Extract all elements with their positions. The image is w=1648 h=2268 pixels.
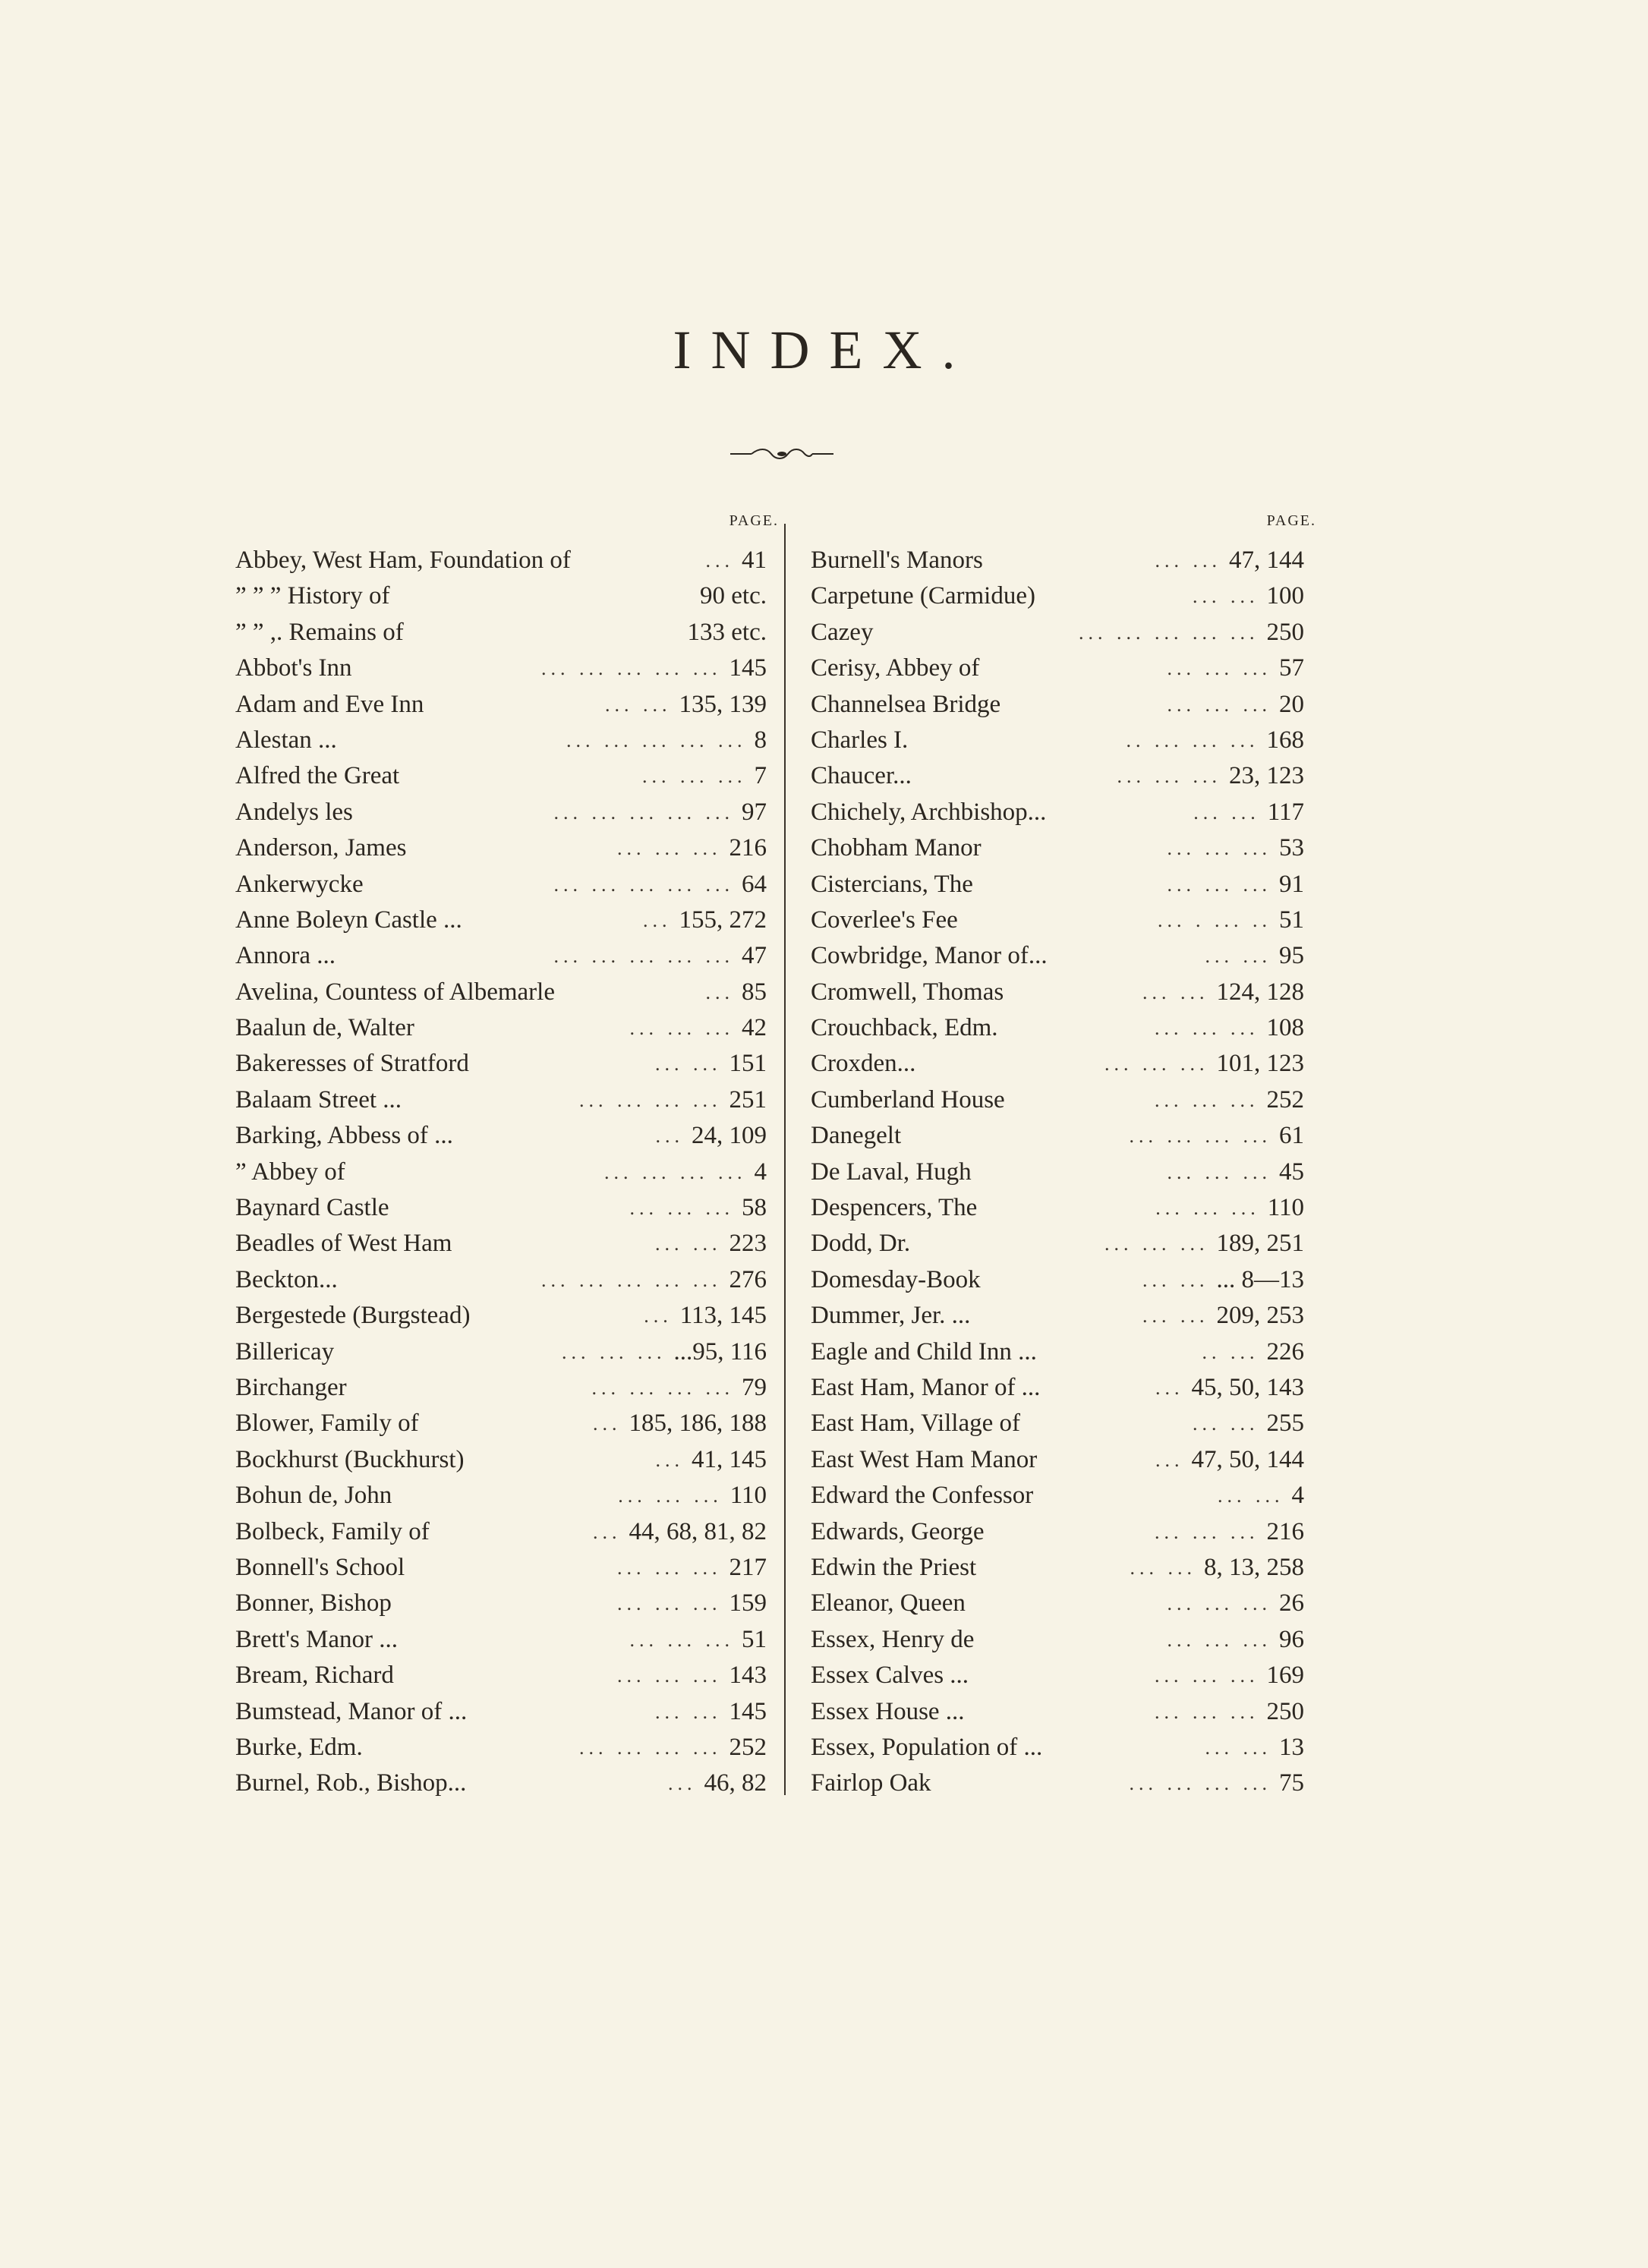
entry-term: Cromwell, Thomas	[811, 975, 1008, 1010]
entry-leader-dots: ... ...	[1193, 801, 1260, 824]
entry-term: Cerisy, Abbey of	[811, 650, 984, 686]
index-entry	[811, 1622, 1319, 1658]
entry-term: Cazey	[811, 615, 878, 650]
entry-leader-dots: ... ... ...	[617, 1556, 722, 1579]
entry-pages: 168	[1267, 723, 1320, 758]
entry-pages: 155, 272	[679, 902, 783, 938]
entry-pages: 169	[1267, 1658, 1320, 1693]
entry-term: Bockhurst (Buckhurst)	[235, 1442, 469, 1478]
entry-leader-dots: ... ...	[1205, 945, 1271, 968]
entry-pages: 53	[1279, 830, 1319, 866]
page-title: INDEX.	[673, 320, 975, 380]
entry-term: East West Ham Manor	[811, 1442, 1041, 1478]
entry-leader-dots: ... ... ...	[561, 1340, 666, 1363]
entry-pages: 13	[1279, 1730, 1319, 1766]
index-entry	[235, 1766, 782, 1801]
entry-pages: 61	[1279, 1118, 1319, 1154]
entry-term: Essex Calves ...	[811, 1658, 973, 1693]
entry-pages: 217	[729, 1550, 783, 1586]
index-entry	[811, 1154, 1319, 1190]
entry-term: Billericay	[235, 1334, 339, 1370]
entry-leader-dots: ... ... ... ...	[1129, 1772, 1271, 1795]
entry-pages: 250	[1267, 1694, 1320, 1730]
entry-term: Cumberland House	[811, 1082, 1010, 1118]
entry-term: Coverlee's Fee	[811, 902, 963, 938]
index-entry	[235, 830, 782, 866]
entry-pages: 47, 144	[1229, 543, 1319, 578]
entry-leader-dots: ... ...	[655, 1700, 722, 1723]
entry-term: Channelsea Bridge	[811, 687, 1005, 723]
index-entry	[235, 1730, 782, 1766]
entry-term: Bonner, Bishop	[235, 1586, 396, 1621]
entry-term: Bream, Richard	[235, 1658, 399, 1693]
entry-term: Despencers, The	[811, 1190, 982, 1226]
entry-pages: 143	[729, 1658, 783, 1693]
index-entry	[811, 830, 1319, 866]
ornament-flourish	[729, 445, 835, 463]
entry-leader-dots: ... ... ... ...	[579, 1088, 722, 1111]
entry-leader-dots: ... ... ...	[1167, 1592, 1271, 1615]
entry-pages: 85	[742, 975, 782, 1010]
index-entry	[235, 1082, 782, 1118]
index-entry	[235, 1046, 782, 1082]
index-entry	[235, 795, 782, 830]
entry-term: Bakeresses of Stratford	[235, 1046, 474, 1082]
entry-leader-dots: ... ... ... ...	[1129, 1125, 1271, 1148]
entry-leader-dots: ... ... ... ... ...	[541, 1268, 722, 1291]
index-entry	[235, 687, 782, 723]
index-entry	[811, 867, 1319, 902]
entry-term: Edwin the Priest	[811, 1550, 981, 1586]
index-entry	[811, 723, 1319, 758]
entry-term: Croxden...	[811, 1046, 920, 1082]
entry-leader-dots: ... ... ...	[629, 1628, 734, 1651]
index-entry	[235, 1514, 782, 1550]
entry-leader-dots: ... ... ...	[1104, 1233, 1209, 1255]
entry-pages: 216	[729, 830, 783, 866]
entry-leader-dots: ...	[655, 1125, 684, 1148]
entry-term: Baalun de, Walter	[235, 1010, 419, 1046]
index-entry	[811, 687, 1319, 723]
entry-leader-dots: ... ... ... ...	[604, 1161, 747, 1183]
entry-pages: 100	[1267, 578, 1320, 614]
page-column-header: PAGE.	[729, 512, 779, 529]
entry-pages: 250	[1267, 615, 1320, 650]
entry-pages: 44, 68, 81, 82	[629, 1514, 783, 1550]
entry-term: Ankerwycke	[235, 867, 368, 902]
entry-leader-dots: ... ... ... ... ...	[553, 873, 734, 896]
index-entry	[235, 578, 782, 614]
entry-leader-dots: ... ... ...	[617, 837, 722, 860]
index-entry	[811, 1478, 1319, 1514]
index-entry	[811, 615, 1319, 650]
entry-pages: 135, 139	[679, 687, 783, 723]
entry-term: Alfred the Great	[235, 758, 404, 794]
index-entry	[811, 902, 1319, 938]
entry-leader-dots: ... ...	[1142, 1268, 1209, 1291]
entry-term: East Ham, Village of	[811, 1406, 1025, 1441]
entry-term: East Ham, Manor of ...	[811, 1370, 1045, 1406]
entry-term: Fairlop Oak	[811, 1766, 936, 1801]
entry-pages: 95	[1279, 938, 1319, 974]
index-entry	[811, 543, 1319, 578]
entry-term: Eagle and Child Inn ...	[811, 1334, 1041, 1370]
entry-term: Abbey, West Ham, Foundation of	[235, 543, 575, 578]
entry-term: Beckton...	[235, 1262, 342, 1298]
entry-leader-dots: ... ... ...	[1155, 1700, 1259, 1723]
index-entry	[235, 938, 782, 974]
entry-pages: 252	[729, 1730, 783, 1766]
entry-pages: 47, 50, 144	[1192, 1442, 1320, 1478]
entry-pages: 145	[729, 1694, 783, 1730]
entry-pages: 75	[1279, 1766, 1319, 1801]
entry-leader-dots: .. ...	[1202, 1340, 1259, 1363]
entry-term: Bohun de, John	[235, 1478, 396, 1514]
index-entry	[235, 1298, 782, 1334]
entry-pages: 8, 13, 258	[1204, 1550, 1319, 1586]
entry-pages: 57	[1279, 650, 1319, 686]
entry-leader-dots: ... ... ... ...	[579, 1736, 722, 1759]
entry-pages: 209, 253	[1217, 1298, 1320, 1334]
entry-term: Cistercians, The	[811, 867, 978, 902]
index-entry	[811, 1514, 1319, 1550]
index-entry	[235, 1622, 782, 1658]
index-entry	[235, 1262, 782, 1298]
entry-pages: 252	[1267, 1082, 1320, 1118]
entry-term: Abbot's Inn	[235, 650, 357, 686]
entry-leader-dots: ... ...	[655, 1233, 722, 1255]
index-entry	[811, 1082, 1319, 1118]
entry-leader-dots: ... ... ...	[1155, 1520, 1259, 1543]
entry-leader-dots: ... ... ...	[1167, 873, 1271, 896]
entry-leader-dots: ... ... ...	[629, 1197, 734, 1220]
index-entry	[235, 1334, 782, 1370]
entry-pages: 45	[1279, 1154, 1319, 1190]
entry-leader-dots: ...	[1155, 1376, 1184, 1399]
entry-pages: 110	[730, 1478, 782, 1514]
entry-pages: 47	[742, 938, 782, 974]
entry-pages: 108	[1267, 1010, 1320, 1046]
entry-term: Chaucer...	[811, 758, 916, 794]
entry-term: ” ” ,. Remains of	[235, 615, 408, 650]
index-entry	[811, 1442, 1319, 1478]
entry-pages: 151	[729, 1046, 783, 1082]
entry-term: Chobham Manor	[811, 830, 986, 866]
entry-leader-dots: ... ... ... ...	[591, 1376, 734, 1399]
entry-pages: 251	[729, 1082, 783, 1118]
entry-leader-dots: ...	[1155, 1448, 1184, 1471]
entry-term: ” ” ” History of	[235, 578, 394, 614]
index-entry	[235, 1478, 782, 1514]
entry-term: Burnell's Manors	[811, 543, 988, 578]
entry-pages: 124, 128	[1217, 975, 1320, 1010]
index-entry	[811, 1298, 1319, 1334]
index-entry	[235, 867, 782, 902]
entry-term: Beadles of West Ham	[235, 1226, 456, 1262]
index-column-left	[235, 512, 782, 1802]
index-entry	[235, 723, 782, 758]
index-entry	[235, 1658, 782, 1693]
index-entry	[235, 543, 782, 578]
index-entry	[235, 1694, 782, 1730]
index-entry	[235, 650, 782, 686]
entry-pages: ...95, 116	[673, 1334, 782, 1370]
entry-term: Avelina, Countess of Albemarle	[235, 975, 559, 1010]
entry-leader-dots: ... ... ...	[1167, 693, 1271, 716]
entry-term: Bonnell's School	[235, 1550, 409, 1586]
entry-term: Crouchback, Edm.	[811, 1010, 1003, 1046]
index-entry	[811, 975, 1319, 1010]
entry-term: Charles I.	[811, 723, 912, 758]
entry-leader-dots: ... ... ...	[1155, 1017, 1259, 1040]
index-entry	[811, 758, 1319, 794]
entry-leader-dots: ... ...	[1130, 1556, 1196, 1579]
entry-term: Essex, Population of ...	[811, 1730, 1047, 1766]
entry-leader-dots: ...	[643, 909, 672, 931]
entry-pages: 276	[729, 1262, 783, 1298]
entry-pages: 226	[1267, 1334, 1320, 1370]
entry-leader-dots: ... ... ...	[1167, 1628, 1271, 1651]
index-entry	[811, 1190, 1319, 1226]
entry-leader-dots: ...	[655, 1448, 684, 1471]
entry-leader-dots: ... ...	[605, 693, 672, 716]
entry-leader-dots: ... ... ...	[1167, 837, 1271, 860]
entry-leader-dots: ... ...	[1205, 1736, 1271, 1759]
entry-term: Burke, Edm.	[235, 1730, 367, 1766]
entry-term: Dodd, Dr.	[811, 1226, 915, 1262]
entry-leader-dots: ...	[668, 1772, 697, 1795]
entry-term: Anne Boleyn Castle ...	[235, 902, 467, 938]
column-divider	[784, 524, 786, 1795]
index-entry	[811, 1694, 1319, 1730]
index-entry	[811, 1406, 1319, 1441]
entry-term: Annora ...	[235, 938, 340, 974]
entry-pages: 41, 145	[692, 1442, 782, 1478]
entry-pages: 4	[1292, 1478, 1320, 1514]
entry-leader-dots: ... ...	[1142, 981, 1209, 1003]
entry-pages: 7	[755, 758, 783, 794]
entry-pages: 64	[742, 867, 782, 902]
index-entry	[235, 1118, 782, 1154]
index-entry	[235, 1406, 782, 1441]
entry-term: Carpetune (Carmidue)	[811, 578, 1040, 614]
entry-term: Edwards, George	[811, 1514, 989, 1550]
entry-leader-dots: ... ...	[1193, 1413, 1259, 1435]
index-entry	[235, 615, 782, 650]
entry-leader-dots: ... ...	[1155, 550, 1221, 572]
entry-term: Chichely, Archbishop...	[811, 795, 1051, 830]
entry-pages: 20	[1279, 687, 1319, 723]
index-entry	[811, 1262, 1319, 1298]
entry-pages: 96	[1279, 1622, 1319, 1658]
entry-term: Birchanger	[235, 1370, 351, 1406]
entry-pages: 145	[729, 650, 783, 686]
entry-term: Bolbeck, Family of	[235, 1514, 434, 1550]
index-entry	[811, 1586, 1319, 1621]
entry-leader-dots: ... ... ... ... ...	[1079, 621, 1259, 644]
entry-pages: 79	[742, 1370, 782, 1406]
index-entry	[811, 795, 1319, 830]
index-entry	[811, 650, 1319, 686]
entry-pages: 133 etc.	[688, 615, 782, 650]
entry-pages: 23, 123	[1229, 758, 1319, 794]
index-entry	[811, 1370, 1319, 1406]
entry-term: Barking, Abbess of ...	[235, 1118, 458, 1154]
entry-pages: 42	[742, 1010, 782, 1046]
index-entry	[235, 1550, 782, 1586]
entry-pages: 51	[1279, 902, 1319, 938]
entry-pages: 26	[1279, 1586, 1319, 1621]
entry-pages: 117	[1268, 795, 1319, 830]
entry-pages: 46, 82	[704, 1766, 783, 1801]
index-entry	[811, 1118, 1319, 1154]
index-entry	[811, 1766, 1319, 1801]
entry-leader-dots: ... ... ... ... ...	[566, 729, 747, 751]
entry-term: De Laval, Hugh	[811, 1154, 976, 1190]
index-entry	[811, 1658, 1319, 1693]
index-entry	[235, 1010, 782, 1046]
entry-leader-dots: ... ... ...	[1167, 657, 1271, 680]
entry-leader-dots: ...	[593, 1520, 622, 1543]
entry-pages: 223	[729, 1226, 783, 1262]
entry-pages: 255	[1267, 1406, 1320, 1441]
entry-pages: 8	[755, 723, 783, 758]
entry-leader-dots: ...	[644, 1305, 673, 1328]
entry-term: Andelys les	[235, 795, 358, 830]
entry-term: Dummer, Jer. ...	[811, 1298, 975, 1334]
entry-pages: 90 etc.	[700, 578, 782, 614]
entry-term: Danegelt	[811, 1118, 906, 1154]
entry-pages: 159	[729, 1586, 783, 1621]
entry-leader-dots: ... ... ... ... ...	[553, 801, 734, 824]
entry-term: Balaam Street ...	[235, 1082, 406, 1118]
entry-term: Alestan ...	[235, 723, 342, 758]
entry-pages: 45, 50, 143	[1192, 1370, 1320, 1406]
entry-leader-dots: ... ...	[1218, 1485, 1284, 1507]
entry-leader-dots: .. ... ... ...	[1126, 729, 1259, 751]
entry-term: Essex, Henry de	[811, 1622, 978, 1658]
index-entry	[811, 1550, 1319, 1586]
entry-pages: 41	[742, 543, 782, 578]
index-entry	[235, 975, 782, 1010]
entry-pages: 113, 145	[680, 1298, 782, 1334]
entry-pages: 185, 186, 188	[629, 1406, 783, 1441]
entry-term: Bumstead, Manor of ...	[235, 1694, 471, 1730]
index-column-right	[811, 512, 1319, 1802]
entry-pages: 216	[1267, 1514, 1320, 1550]
entry-pages: 51	[742, 1622, 782, 1658]
index-entry	[811, 1046, 1319, 1082]
entry-leader-dots: ... ...	[655, 1053, 722, 1076]
index-entry	[235, 1442, 782, 1478]
entry-term: Domesday-Book	[811, 1262, 985, 1298]
index-entry	[235, 758, 782, 794]
entry-term: Anderson, James	[235, 830, 411, 866]
entry-pages: 24, 109	[692, 1118, 782, 1154]
entry-term: Blower, Family of	[235, 1406, 424, 1441]
index-entry	[811, 1010, 1319, 1046]
index-entry	[235, 1586, 782, 1621]
entry-term: Baynard Castle	[235, 1190, 394, 1226]
entry-term: Cowbridge, Manor of...	[811, 938, 1052, 974]
entry-leader-dots: ...	[705, 981, 734, 1003]
entry-pages: 58	[742, 1190, 782, 1226]
entry-leader-dots: ... ...	[1193, 585, 1259, 608]
entry-leader-dots: ... ... ... ... ...	[553, 945, 734, 968]
index-entry	[811, 938, 1319, 974]
entry-leader-dots: ... ... ...	[1117, 765, 1221, 788]
index-entry	[811, 1730, 1319, 1766]
entry-pages: 189, 251	[1217, 1226, 1320, 1262]
index-entry	[811, 1226, 1319, 1262]
entry-term: ” Abbey of	[235, 1154, 350, 1190]
index-entry	[811, 1334, 1319, 1370]
entry-pages: 91	[1279, 867, 1319, 902]
entry-leader-dots: ... ... ...	[617, 1592, 722, 1615]
index-entry	[235, 1154, 782, 1190]
entry-leader-dots: ... . ... ..	[1158, 909, 1271, 931]
index-entry	[811, 578, 1319, 614]
index-entry	[235, 1226, 782, 1262]
entry-leader-dots: ... ... ...	[617, 1665, 722, 1687]
entry-leader-dots: ... ... ...	[1155, 1197, 1260, 1220]
entry-leader-dots: ... ... ...	[642, 765, 747, 788]
entry-term: Brett's Manor ...	[235, 1622, 402, 1658]
entry-leader-dots: ...	[705, 550, 734, 572]
entry-term: Adam and Eve Inn	[235, 687, 428, 723]
entry-term: Edward the Confessor	[811, 1478, 1038, 1514]
entry-leader-dots: ... ... ...	[1104, 1053, 1209, 1076]
entry-leader-dots: ... ... ...	[1167, 1161, 1271, 1183]
entry-pages: 97	[742, 795, 782, 830]
entry-leader-dots: ... ... ...	[1155, 1665, 1259, 1687]
entry-term: Burnel, Rob., Bishop...	[235, 1766, 471, 1801]
entry-leader-dots: ... ...	[1142, 1305, 1209, 1328]
index-entry	[235, 902, 782, 938]
entry-term: Bergestede (Burgstead)	[235, 1298, 474, 1334]
entry-leader-dots: ... ... ...	[618, 1485, 723, 1507]
index-entry	[235, 1370, 782, 1406]
entry-pages: 101, 123	[1217, 1046, 1320, 1082]
entry-leader-dots: ... ... ...	[629, 1017, 734, 1040]
entry-leader-dots: ... ... ... ... ...	[541, 657, 722, 680]
entry-leader-dots: ... ... ...	[1155, 1088, 1259, 1111]
entry-pages: ... 8—13	[1217, 1262, 1320, 1298]
entry-pages: 110	[1268, 1190, 1319, 1226]
entry-pages: 4	[755, 1154, 783, 1190]
entry-leader-dots: ...	[593, 1413, 622, 1435]
index-entry	[235, 1190, 782, 1226]
page-column-header: PAGE.	[1266, 512, 1316, 529]
entry-term: Essex House ...	[811, 1694, 969, 1730]
entry-term: Eleanor, Queen	[811, 1586, 970, 1621]
